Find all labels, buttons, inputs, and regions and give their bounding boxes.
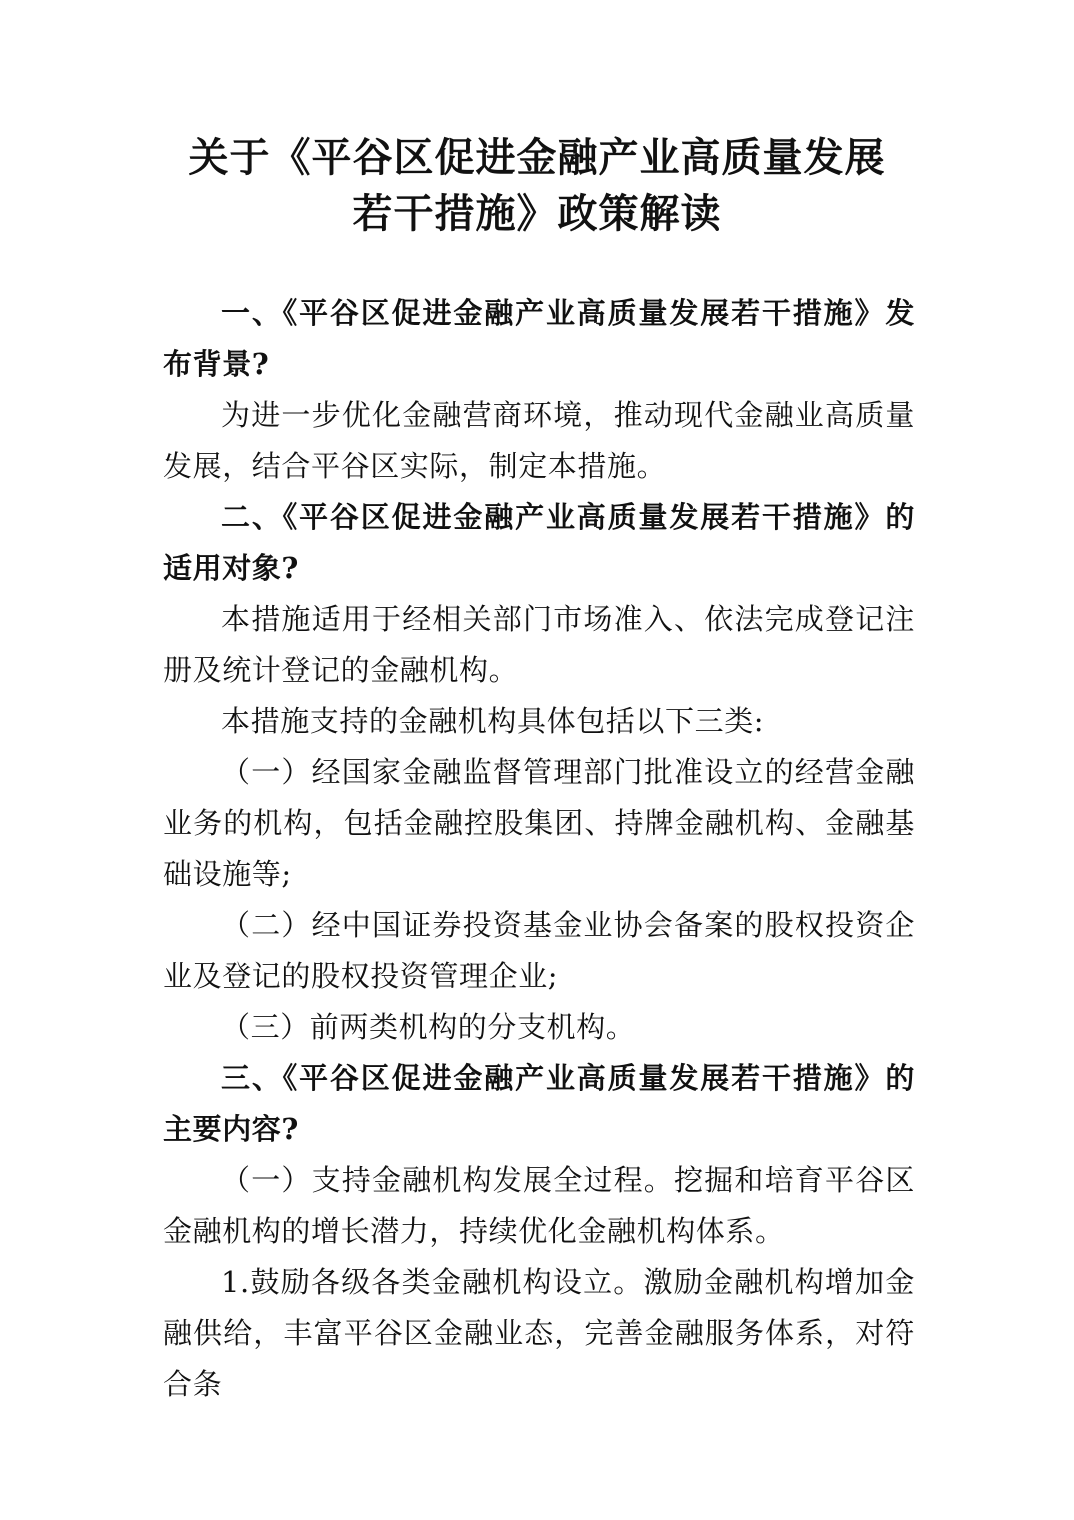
list-item-type-1: （一）经国家金融监督管理部门批准设立的经营金融业务的机构，包括金融控股集团、持牌金融机构、金融基础设施等; — [163, 755, 915, 891]
paragraph-content-1-1: 1.鼓励各级各类金融机构设立。激励金融机构增加金融供给，丰富平谷区金融业态，完善金融服务体系，对符合条 — [163, 1265, 915, 1401]
section-heading-content: 三、《平谷区促进金融产业高质量发展若干措施》的主要内容? — [163, 1061, 915, 1146]
title-line-2: 若干措施》政策解读 — [352, 190, 722, 237]
list-item-type-3: （三）前两类机构的分支机构。 — [221, 1010, 636, 1044]
title-line-1: 关于《平谷区促进金融产业高质量发展 — [188, 134, 886, 181]
document-body — [163, 288, 915, 1410]
paragraph-background: 为进一步优化金融营商环境，推动现代金融业高质量发展，结合平谷区实际，制定本措施。 — [163, 398, 915, 483]
section-heading-scope: 二、《平谷区促进金融产业高质量发展若干措施》的适用对象? — [163, 500, 915, 585]
paragraph-scope-types: 本措施支持的金融机构具体包括以下三类: — [221, 704, 765, 738]
paragraph-scope: 本措施适用于经相关部门市场准入、依法完成登记注册及统计登记的金融机构。 — [163, 602, 915, 687]
section-heading-background: 一、《平谷区促进金融产业高质量发展若干措施》发布背景? — [163, 296, 915, 381]
list-item-type-2: （二）经中国证券投资基金业协会备案的股权投资企业及登记的股权投资管理企业; — [163, 908, 915, 993]
document-title — [0, 130, 1074, 242]
paragraph-content-1: （一）支持金融机构发展全过程。挖掘和培育平谷区金融机构的增长潜力，持续优化金融机构体系。 — [163, 1163, 915, 1248]
